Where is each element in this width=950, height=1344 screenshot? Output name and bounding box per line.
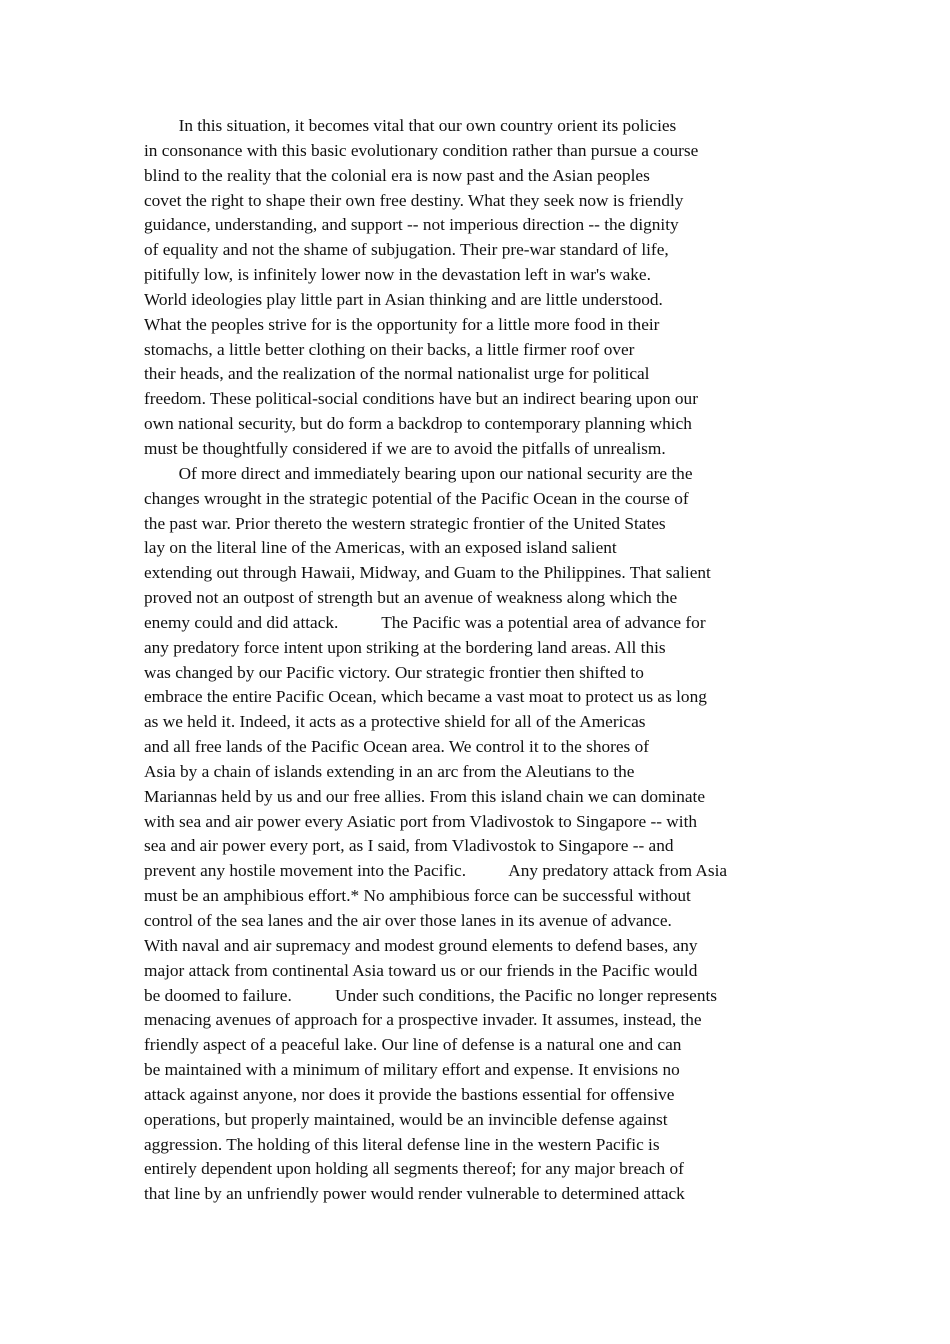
text-line: operations, but properly maintained, would be an invincible defense against xyxy=(144,1109,668,1129)
text-line: embrace the entire Pacific Ocean, which became a vast moat to protect us as long xyxy=(144,687,707,707)
body-text xyxy=(144,114,824,1207)
text-line: any predatory force intent upon striking at the bordering land areas. All this xyxy=(144,637,666,657)
text-line: with sea and air power every Asiatic port from Vladivostok to Singapore -- with xyxy=(144,811,698,831)
text-line: blind to the reality that the colonial era is now past and the Asian peoples xyxy=(144,165,650,185)
text-line: their heads, and the realization of the normal nationalist urge for political xyxy=(144,364,650,384)
text-line: proved not an outpost of strength but an avenue of weakness along which the xyxy=(144,588,678,608)
text-line: control of the sea lanes and the air over those lanes in its avenue of advance. xyxy=(144,911,672,930)
text-line: enemy could and did attack. The Pacific was a potential area of advance for xyxy=(144,612,706,632)
text-line: prevent any hostile movement into the Pacific. Any predatory attack from Asia xyxy=(144,861,728,881)
text-line: aggression. The holding of this literal defense line in the western Pacific is xyxy=(144,1134,660,1154)
text-line: and all free lands of the Pacific Ocean area. We control it to the shores of xyxy=(144,737,650,757)
text-line: sea and air power every port, as I said, from Vladivostok to Singapore -- and xyxy=(144,836,674,856)
text-line: menacing avenues of approach for a prospective invader. It assumes, instead, the xyxy=(144,1010,702,1030)
text-line: freedom. These political-social conditions have but an indirect bearing upon our xyxy=(144,389,698,409)
text-line: lay on the literal line of the Americas, with an exposed island salient xyxy=(144,538,617,558)
text-line: friendly aspect of a peaceful lake. Our line of defense is a natural one and can xyxy=(144,1035,682,1055)
text-line: Of more direct and immediately bearing upon our national security are the xyxy=(144,463,693,483)
text-line: World ideologies play little part in Asian thinking and are little understood. xyxy=(144,289,663,309)
text-line: be maintained with a minimum of military effort and expense. It envisions no xyxy=(144,1060,680,1080)
text-line: extending out through Hawaii, Midway, and Guam to the Philippines. That salient xyxy=(144,563,711,583)
text-line: of equality and not the shame of subjugation. Their pre-war standard of life, xyxy=(144,240,669,260)
text-line: With naval and air supremacy and modest ground elements to defend bases, any xyxy=(144,935,698,955)
text-line: must be an amphibious effort.* No amphibious force can be successful without xyxy=(144,886,691,906)
text-line: major attack from continental Asia toward us or our friends in the Pacific would xyxy=(144,960,698,980)
text-line: stomachs, a little better clothing on their backs, a little firmer roof over xyxy=(144,339,635,359)
text-line: covet the right to shape their own free destiny. What they seek now is friendly xyxy=(144,190,684,210)
text-line: What the peoples strive for is the opportunity for a little more food in their xyxy=(144,314,660,334)
text-line: as we held it. Indeed, it acts as a protective shield for all of the Americas xyxy=(144,712,646,732)
text-line: own national security, but do form a backdrop to contemporary planning which xyxy=(144,414,692,434)
text-line: attack against anyone, nor does it provide the bastions essential for offensive xyxy=(144,1084,675,1104)
text-line: guidance, understanding, and support -- not imperious direction -- the dignity xyxy=(144,215,679,235)
text-line: must be thoughtfully considered if we are to avoid the pitfalls of unrealism. xyxy=(144,438,666,458)
text-line: be doomed to failure. Under such conditions, the Pacific no longer represents xyxy=(144,985,718,1005)
text-line: that line by an unfriendly power would render vulnerable to determined attack xyxy=(144,1184,685,1204)
text-line: the past war. Prior thereto the western strategic frontier of the United States xyxy=(144,513,666,533)
text-line: Mariannas held by us and our free allies. From this island chain we can dominate xyxy=(144,786,706,806)
text-line: entirely dependent upon holding all segments thereof; for any major breach of xyxy=(144,1159,684,1179)
text-line: In this situation, it becomes vital that our own country orient its policies xyxy=(144,116,677,135)
text-line: in consonance with this basic evolutionary condition rather than pursue a course xyxy=(144,140,699,160)
text-line: was changed by our Pacific victory. Our strategic frontier then shifted to xyxy=(144,662,644,682)
text-line: changes wrought in the strategic potential of the Pacific Ocean in the course of xyxy=(144,488,689,508)
text-line: Asia by a chain of islands extending in an arc from the Aleutians to the xyxy=(144,761,635,781)
text-line: pitifully low, is infinitely lower now in the devastation left in war's wake. xyxy=(144,265,651,285)
